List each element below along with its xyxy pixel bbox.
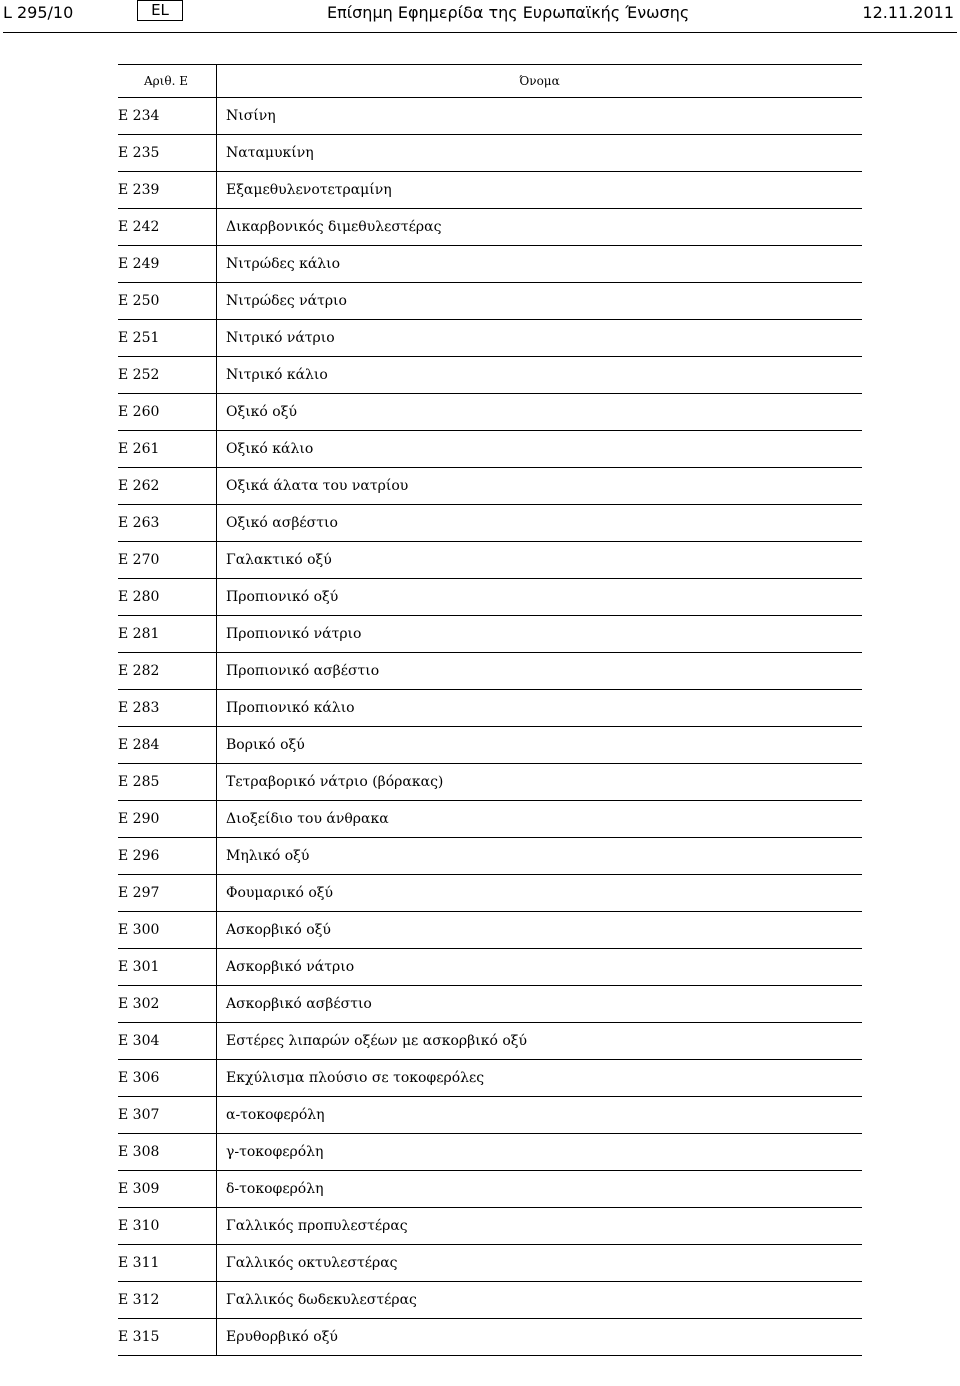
table-row xyxy=(118,135,862,172)
column-header-code: Αριθ. Ε xyxy=(118,65,217,97)
e-number-cell: E 280 xyxy=(118,579,217,615)
table-row xyxy=(118,394,862,431)
additive-name-cell: Τετραβορικό νάτριο (βόρακας) xyxy=(226,774,444,790)
e-number-cell: E 300 xyxy=(118,912,217,948)
e-number-cell: E 283 xyxy=(118,690,217,726)
e-number-cell: E 315 xyxy=(118,1319,217,1355)
e-number-cell: E 282 xyxy=(118,653,217,689)
table-row xyxy=(118,505,862,542)
additive-name-cell: Μηλικό οξύ xyxy=(226,848,310,864)
additive-name-cell: Ερυθορβικό οξύ xyxy=(226,1329,338,1345)
e-number-cell: E 308 xyxy=(118,1134,217,1170)
e-number-cell: E 309 xyxy=(118,1171,217,1207)
e-number-cell: E 296 xyxy=(118,838,217,874)
e-number-cell: E 301 xyxy=(118,949,217,985)
additive-name-cell: Ασκορβικό οξύ xyxy=(226,922,331,938)
e-number-cell: E 311 xyxy=(118,1245,217,1281)
e-number-cell: E 281 xyxy=(118,616,217,652)
table-row xyxy=(118,986,862,1023)
e-number-cell: E 302 xyxy=(118,986,217,1022)
table-row xyxy=(118,1171,862,1208)
table-row xyxy=(118,1023,862,1060)
table-row xyxy=(118,949,862,986)
header-rule xyxy=(3,32,957,33)
table-row xyxy=(118,838,862,875)
e-number-cell: E 235 xyxy=(118,135,217,171)
additive-name-cell: Εξαμεθυλενοτετραμίνη xyxy=(226,182,392,198)
publication-date: 12.11.2011 xyxy=(862,3,954,22)
e-number-cell: E 239 xyxy=(118,172,217,208)
additive-name-cell: Γαλλικός δωδεκυλεστέρας xyxy=(226,1292,417,1308)
table-row xyxy=(118,1319,862,1356)
additive-name-cell: γ-τοκοφερόλη xyxy=(226,1144,324,1160)
table-row xyxy=(118,468,862,505)
table-row xyxy=(118,542,862,579)
additive-name-cell: Γαλλικός προπυλεστέρας xyxy=(226,1218,408,1234)
additive-name-cell: Νισίνη xyxy=(226,108,276,124)
additive-name-cell: Προπιονικό ασβέστιο xyxy=(226,663,380,679)
e-number-cell: E 306 xyxy=(118,1060,217,1096)
additive-name-cell: Διοξείδιο του άνθρακα xyxy=(226,811,389,827)
additive-name-cell: Νιτρώδες νάτριο xyxy=(226,293,347,309)
additive-name-cell: Γαλλικός οκτυλεστέρας xyxy=(226,1255,398,1271)
table-row xyxy=(118,209,862,246)
e-number-cell: E 263 xyxy=(118,505,217,541)
additive-name-cell: Οξικά άλατα του νατρίου xyxy=(226,478,409,494)
additive-name-cell: Ασκορβικό νάτριο xyxy=(226,959,355,975)
e-number-cell: E 249 xyxy=(118,246,217,282)
e-number-cell: E 261 xyxy=(118,431,217,467)
table-row xyxy=(118,653,862,690)
additive-name-cell: Οξικό οξύ xyxy=(226,404,297,420)
table-row xyxy=(118,431,862,468)
e-number-cell: E 307 xyxy=(118,1097,217,1133)
table-row xyxy=(118,875,862,912)
additive-name-cell: α-τοκοφερόλη xyxy=(226,1107,325,1123)
journal-title: Επίσημη Εφημερίδα της Ευρωπαϊκής Ένωσης xyxy=(327,3,690,22)
table-row xyxy=(118,616,862,653)
table-row xyxy=(118,1208,862,1245)
additive-name-cell: Ναταμυκίνη xyxy=(226,145,314,161)
table-row xyxy=(118,912,862,949)
e-number-cell: E 250 xyxy=(118,283,217,319)
additive-name-cell: Οξικό κάλιο xyxy=(226,441,314,457)
additive-name-cell: Ασκορβικό ασβέστιο xyxy=(226,996,372,1012)
table-row xyxy=(118,1060,862,1097)
additive-name-cell: Οξικό ασβέστιο xyxy=(226,515,338,531)
table-row xyxy=(118,1245,862,1282)
page-reference: L 295/10 xyxy=(3,3,74,22)
e-number-cell: E 242 xyxy=(118,209,217,245)
additive-name-cell: Γαλακτικό οξύ xyxy=(226,552,332,568)
table-row xyxy=(118,246,862,283)
additive-name-cell: Βορικό οξύ xyxy=(226,737,305,753)
table-row xyxy=(118,1097,862,1134)
additive-name-cell: Προπιονικό νάτριο xyxy=(226,626,362,642)
additive-name-cell: Εκχύλισμα πλούσιο σε τοκοφερόλες xyxy=(226,1070,485,1086)
e-number-cell: E 284 xyxy=(118,727,217,763)
table-row xyxy=(118,357,862,394)
language-badge: EL xyxy=(137,0,183,21)
e-number-cell: E 260 xyxy=(118,394,217,430)
column-header-name: Όνομα xyxy=(519,74,560,88)
additive-name-cell: Νιτρικό κάλιο xyxy=(226,367,328,383)
table-row xyxy=(118,283,862,320)
additives-table xyxy=(118,64,862,1356)
e-number-cell: E 252 xyxy=(118,357,217,393)
e-number-cell: E 251 xyxy=(118,320,217,356)
table-row xyxy=(118,320,862,357)
table-row xyxy=(118,727,862,764)
e-number-cell: E 262 xyxy=(118,468,217,504)
page-header xyxy=(0,0,960,34)
table-row xyxy=(118,1134,862,1171)
additive-name-cell: δ-τοκοφερόλη xyxy=(226,1181,324,1197)
additive-name-cell: Φουμαρικό οξύ xyxy=(226,885,333,901)
e-number-cell: E 234 xyxy=(118,98,217,134)
additive-name-cell: Νιτρώδες κάλιο xyxy=(226,256,341,272)
table-row xyxy=(118,690,862,727)
additive-name-cell: Εστέρες λιπαρών οξέων με ασκορβικό οξύ xyxy=(226,1033,528,1049)
additive-name-cell: Προπιονικό κάλιο xyxy=(226,700,355,716)
additive-name-cell: Προπιονικό οξύ xyxy=(226,589,339,605)
e-number-cell: E 285 xyxy=(118,764,217,800)
additive-name-cell: Δικαρβονικός διμεθυλεστέρας xyxy=(226,219,442,235)
e-number-cell: E 312 xyxy=(118,1282,217,1318)
e-number-cell: E 304 xyxy=(118,1023,217,1059)
table-row xyxy=(118,172,862,209)
table-row xyxy=(118,1282,862,1319)
table-row xyxy=(118,801,862,838)
e-number-cell: E 290 xyxy=(118,801,217,837)
table-row xyxy=(118,98,862,135)
e-number-cell: E 297 xyxy=(118,875,217,911)
table-header-row xyxy=(118,65,862,98)
e-number-cell: E 270 xyxy=(118,542,217,578)
e-number-cell: E 310 xyxy=(118,1208,217,1244)
additive-name-cell: Νιτρικό νάτριο xyxy=(226,330,335,346)
table-row xyxy=(118,579,862,616)
table-row xyxy=(118,764,862,801)
